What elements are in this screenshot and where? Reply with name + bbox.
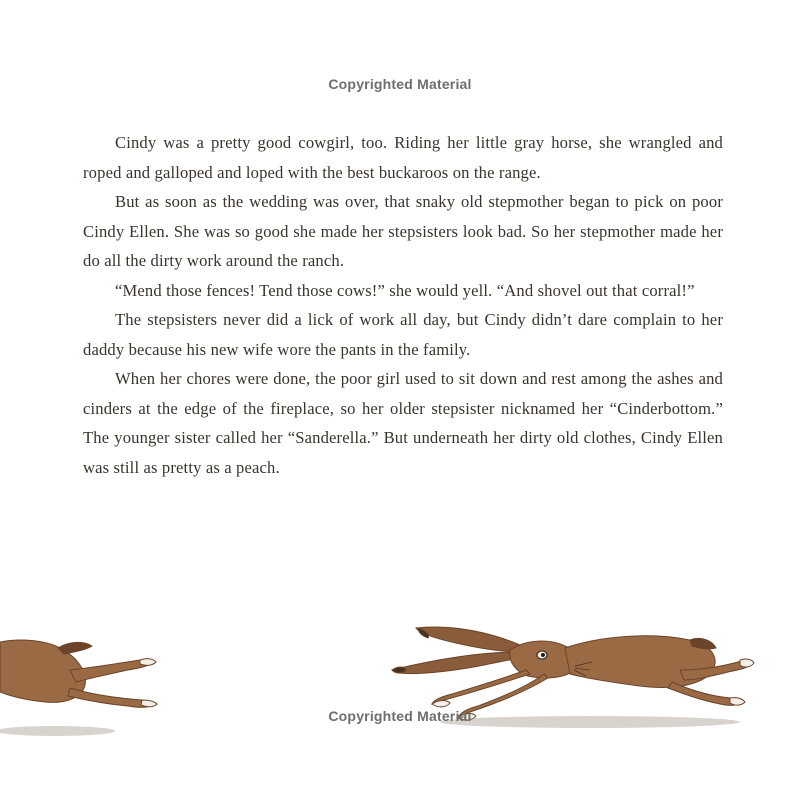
copyright-watermark-bottom: Copyrighted Material [328,708,472,724]
running-jackrabbits-illustration [0,600,800,750]
jackrabbits-drawing [0,600,800,750]
story-paragraph-4: The stepsisters never did a lick of work all day, but Cindy didn’t dare complain to her daddy because his new wife wore the pants in the family. [83,310,723,359]
jackrabbit-right [392,627,754,720]
story-paragraph-1: Cindy was a pretty good cowgirl, too. Riding her little gray horse, she wrangled and roped and galloped and loped with the best buckaroos on the range. [83,133,723,182]
story-text-block [83,128,723,482]
ground-shadow-left [0,726,115,736]
story-paragraph-3: “Mend those fences! Tend those cows!” she would yell. “And shovel out that corral!” [115,280,695,300]
jackrabbit-left [0,640,157,707]
story-paragraph-2: But as soon as the wedding was over, that snaky old stepmother began to pick on poor Cindy Ellen. She was so good she made her stepsisters look bad. So her stepmother made her do all the dirty work around the ranch. [83,192,723,270]
copyright-watermark-top: Copyrighted Material [328,76,472,92]
story-paragraph-5: When her chores were done, the poor girl used to sit down and rest among the ashes and cinders at the edge of the fireplace, so her older stepsister nicknamed her “Cinderbottom.” The younger sister called her “Sanderella.” But underneath her dirty old clothes, Cindy Ellen was still as pretty as a peach. [83,369,723,477]
